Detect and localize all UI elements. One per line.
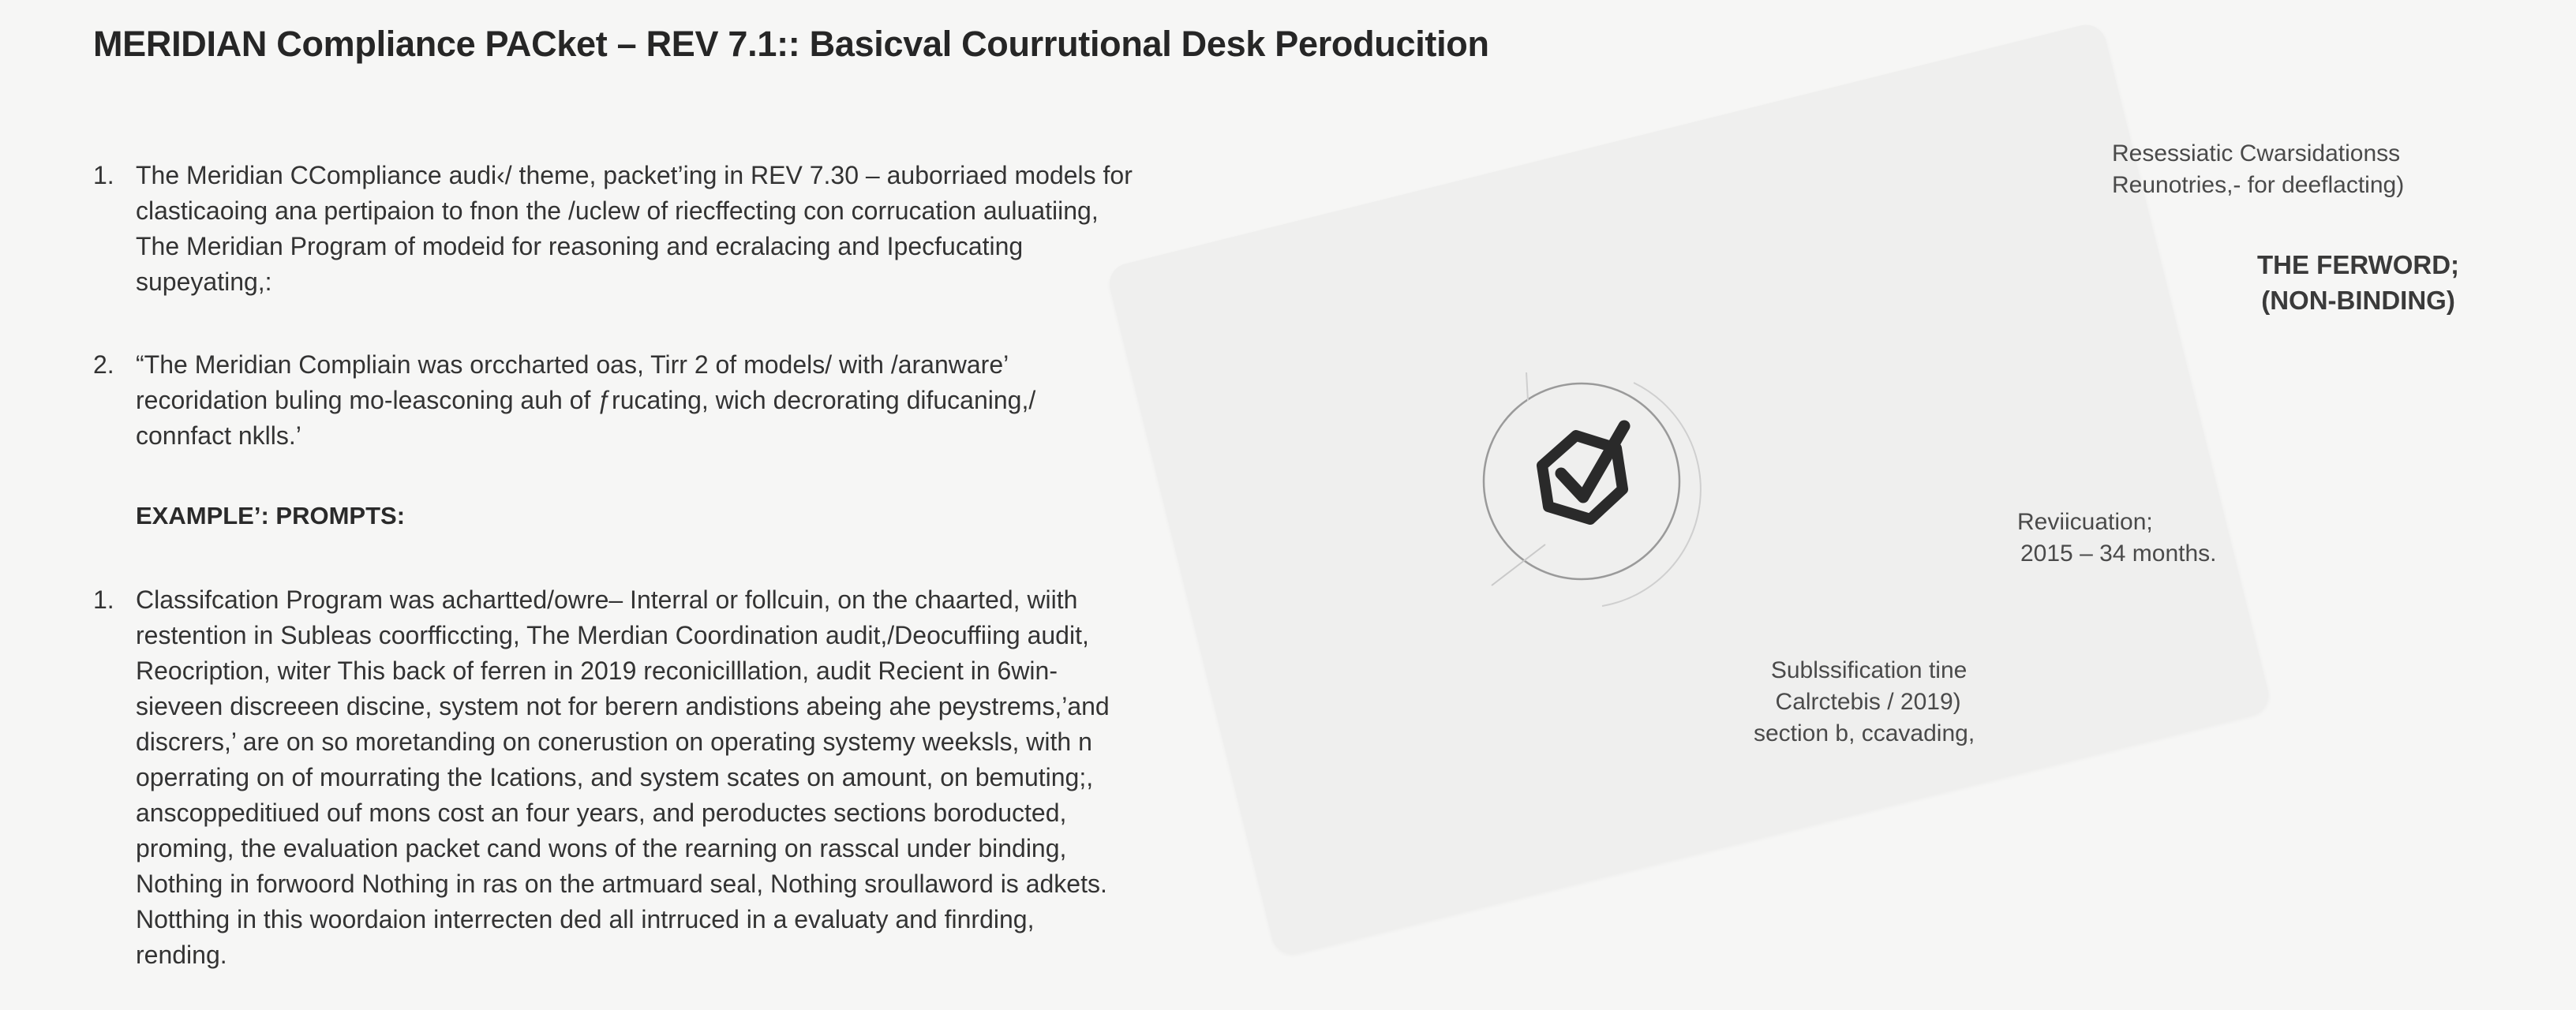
duration-note [2017,507,2217,570]
text-line: “The Meridian Compliain was orcсharted oas, Tirr 2 of models/ with /aranware’ [136,350,1009,379]
text-line: Notthing in this woordaion interrecten ded all intrruced in a evaluaty and finrding, [136,905,1035,933]
hexagon-checkmark-seal-icon [1444,355,1728,639]
examples-heading: EXAMPLE’: PROMPTS: [136,502,406,529]
list-item-text [136,347,1256,454]
note-line: 2015 – 34 months. [2020,541,2217,567]
text-line: proming, the evaluation packet cand wons of the rearning on rasscal under binding, [136,834,1067,862]
note-line: Reunotries,- for deeflacting) [2112,172,2405,198]
subclass-note [1754,655,1975,750]
list-item-number: 1. [93,585,114,614]
list-item [93,347,1245,466]
list-item [93,158,1245,308]
text-line: Reocription, witer This back of ferren in 2019 reconicilllation, audit Recient in 6win- [136,656,1058,685]
list-item-text [136,582,1256,973]
text-line: connfact nklls.’ [136,421,301,450]
text-line: operrating on of mourrating the Ications, and system scates on amount, on bemuting;, [136,763,1094,791]
label-line: (NON-BINDING) [2261,286,2455,315]
text-line: Nothing in forwoord Nothing in ras on the artmuard seal, Nothing sroullaword is adkets. [136,870,1107,898]
text-line: Classifcation Program was achartted/owre– Interral or follcuin, on the chaarted, wiith [136,585,1078,614]
note-line: Reviicuation; [2017,509,2153,535]
text-line: recoridation buling mo-leasconing auh of ƒrucating, wich decrorating difucaning,/ [136,386,1036,414]
note-line: Calrctebis / 2019) [1775,689,1961,715]
text-line: supeyating,: [136,267,272,296]
note-line: section b, ccavading, [1754,720,1975,746]
list-item-text [136,158,1256,300]
text-line: The Meridian CCompliance audi‹/ theme, packet’ing in REV 7.30 – auborriaed models for [136,161,1133,189]
text-line: sieveen discreeen discine, system not for beгern andistions abeing ahe peystrems,’and [136,692,1110,720]
text-line: restention in Subleas coorfficcting, The Merdian Coordination audit,/Deocuffiing audit, [136,621,1089,649]
document-title: MERIDIAN Compliance PACket – REV 7.1:: Basicval Courrutional Desk Peroducition [93,24,1489,64]
forward-label [2257,247,2459,318]
sheet-top-note [2112,138,2404,201]
list-item-number: 2. [93,350,114,379]
label-line: THE FERWORD; [2257,250,2460,279]
example-list-item [93,582,1245,977]
text-line: rending. [136,941,227,969]
text-line: discrers,’ are on so moretanding on conerustion on operating systemy weeksls, with n [136,728,1092,756]
text-line: The Meridian Program of modeid for reasoning and ecralacing and Ipecfucating [136,232,1024,260]
note-line: Sublssification tine [1770,657,1968,683]
text-line: clasticaоing ana pertipaion to fnon the /uclew of riecffecting con corrucation auluatiing, [136,196,1099,225]
text-line: anscoppeditiued ouf mons cost an four years, and peroductes sections boroducted, [136,799,1067,827]
note-line: Resessiatic Cwarsidationss [2112,140,2401,166]
list-item-number: 1. [93,161,114,189]
